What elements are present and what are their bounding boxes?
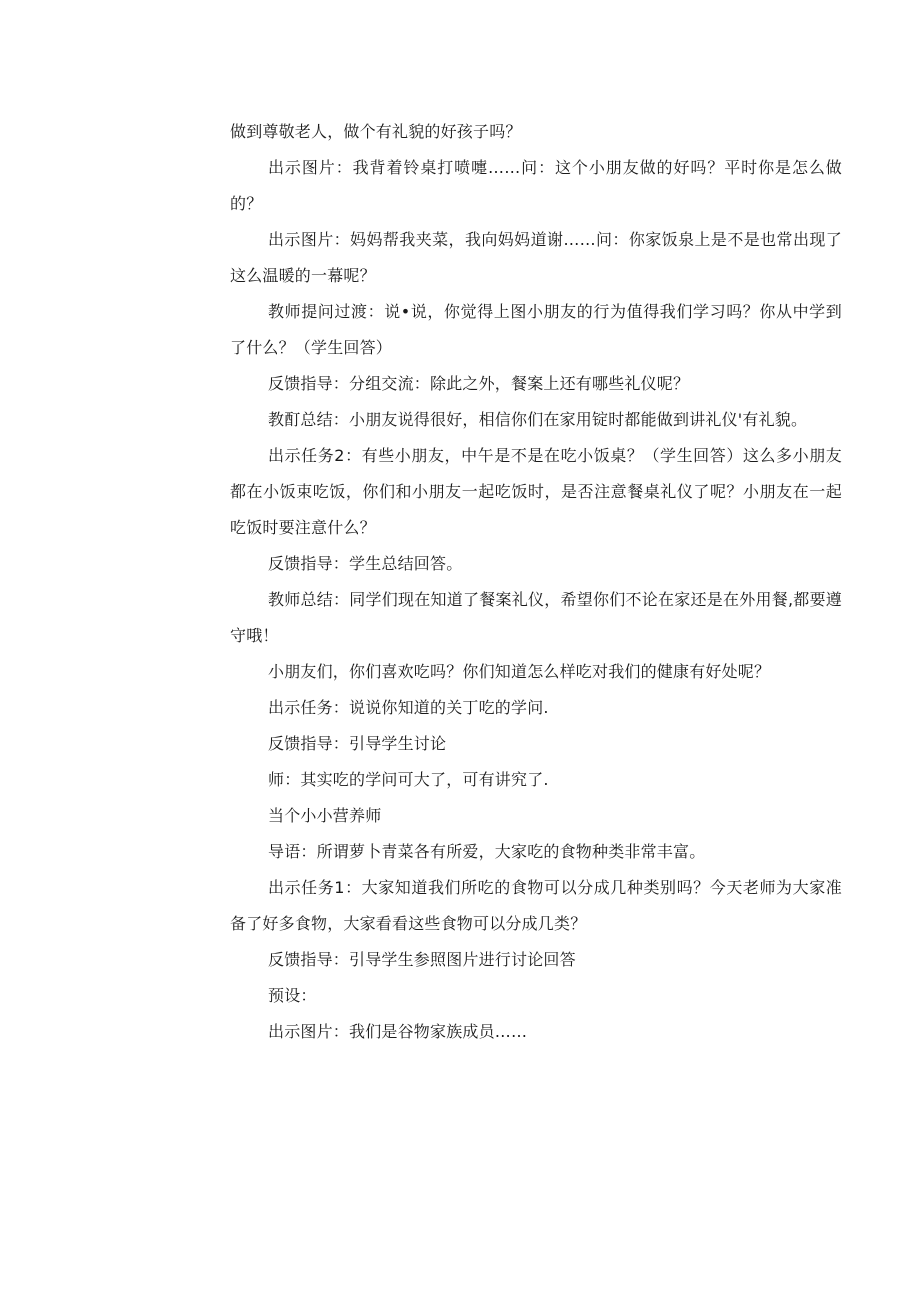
paragraph: 出示图片：我们是谷物家族成员…… xyxy=(268,1022,528,1041)
paragraph: 出示任务1：大家知道我们所吃的食物可以分成几种类别吗？今天老师为大家准备了好多食物，大家看看这些食物可以分成几类？ xyxy=(230,878,842,933)
paragraph: 反馈指导：引导学生参照图片进行讨论回答 xyxy=(268,950,576,969)
paragraph: 小朋友们，你们喜欢吃吗？你们知道怎么样吃对我们的健康有好处呢？ xyxy=(268,662,771,681)
document-body xyxy=(230,114,842,1050)
paragraph: 出示图片：妈妈帮我夹菜，我向妈妈道谢……问：你家饭泉上是不是也常出现了这么温暖的一幕呢？ xyxy=(230,230,842,285)
paragraph: 出示任务2：有些小朋友，中午是不是在吃小饭桌？（学生回答）这么多小朋友都在小饭束吃饭，你们和小朋友一起吃饭时，是否注意餐桌礼仪了呢？小朋友在一起吃饭时要注意什么？ xyxy=(230,446,842,537)
paragraph: 出示图片：我背着铃桌打喷嚏……问：这个小朋友做的好吗？平时你是怎么做的？ xyxy=(230,158,842,213)
paragraph: 出示任务：说说你知道的关丁吃的学问. xyxy=(268,698,549,717)
paragraph: 教师总结：同学们现在知道了餐案礼仪，希望你们不论在家还是在外用餐,都要遵守哦！ xyxy=(230,590,842,645)
paragraph: 反馈指导：学生总结回答。 xyxy=(268,554,463,573)
paragraph: 师：其实吃的学问可大了，可有讲究了. xyxy=(268,770,549,789)
paragraph: 反馈指导：引导学生讨论 xyxy=(268,734,447,753)
paragraph: 教师提问过渡：说•说，你觉得上图小朋友的行为值得我们学习吗？你从中学到了什么？（学生回答） xyxy=(230,302,842,357)
paragraph: 教酊总结：小朋友说得很好，相信你们在家用锭时都能做到讲礼仪'有礼貌。 xyxy=(268,410,808,429)
paragraph: 做到尊敬老人，做个有礼貌的好孩子吗？ xyxy=(230,122,522,141)
paragraph: 预设： xyxy=(268,986,317,1005)
paragraph: 反馈指导：分组交流：除此之外，餐案上还有哪些礼仪呢？ xyxy=(268,374,690,393)
paragraph: 导语：所谓萝卜青菜各有所爱，大家吃的食物种类非常丰富。 xyxy=(268,842,706,861)
section-heading: 当个小小营养师 xyxy=(268,806,382,825)
